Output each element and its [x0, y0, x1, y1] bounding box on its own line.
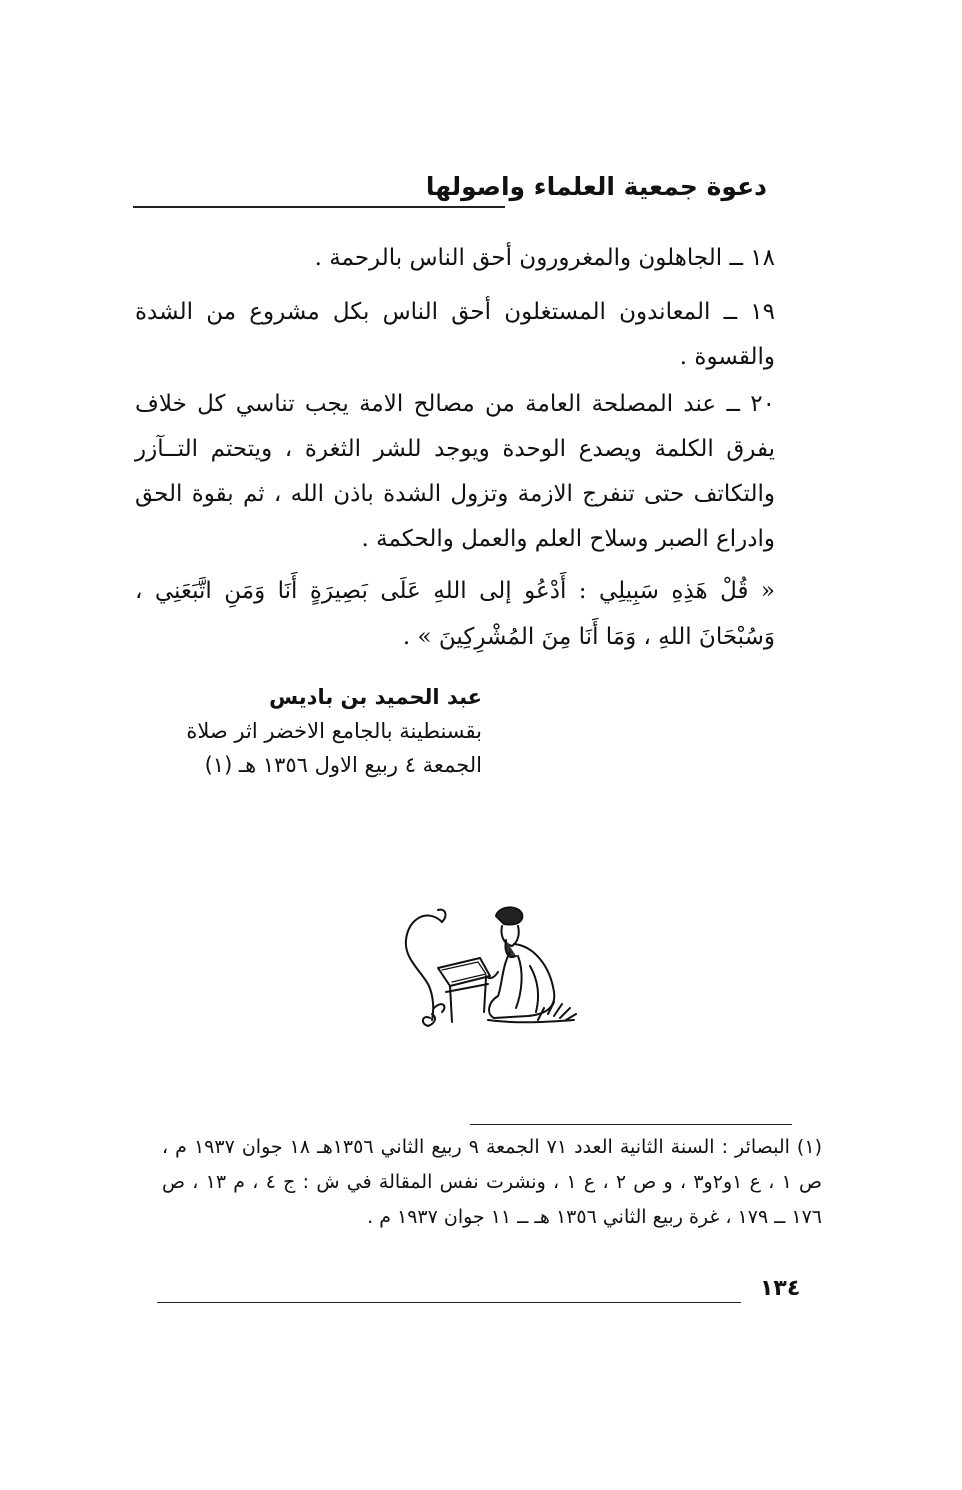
header-rule — [133, 206, 505, 208]
running-title: دعوة جمعية العلماء واصولها — [425, 172, 767, 201]
page-number: ١٣٤ — [760, 1276, 801, 1301]
author-name: عبد الحميد بن باديس — [269, 685, 482, 709]
footnote-rule — [470, 1124, 792, 1125]
signature-block — [122, 680, 482, 782]
paragraph-item-19: ١٩ ــ المعاندون المستغلون أحق الناس بكل مشروع من الشدة والقسوة . — [135, 299, 775, 370]
quranic-quote: « قُلْ هَذِهِ سَبِيلِي : أَدْعُو إلى اللهِ عَلَى بَصِيرَةٍ أَنَا وَمَنِ اتَّبَعَنِي ، وَسُبْحَانَ اللهِ ، وَمَا أَنَا مِنَ المُشْرِكِينَ » . — [135, 578, 775, 650]
signature-place: بقسنطينة بالجامع الاخضر اثر صلاة — [186, 719, 482, 743]
footnote: (١) البصائر : السنة الثانية العدد ٧١ الجمعة ٩ ربيع الثاني ١٣٥٦هـ ١٨ جوان ١٩٣٧ م ، ص ١ ، ع ١و٢و٣ ، و ص ٢ ، ع ١ ، ونشرت نفس المقالة في ش : ج ٤ ، م ١٣ ، ص ١٧٦ ــ ١٧٩ ، غرة ربيع الثاني ١٣٥٦ هـ ــ ١١ جوان ١٩٣٧ م . — [162, 1136, 823, 1228]
scholar-reading-icon — [398, 896, 580, 1036]
paragraph-item-18: ١٨ ــ الجاهلون والمغرورون أحق الناس بالرحمة . — [314, 245, 775, 271]
signature-date: الجمعة ٤ ربيع الاول ١٣٥٦ هـ (١) — [204, 753, 482, 777]
footer-rule — [157, 1302, 741, 1303]
paragraph-item-20: ٢٠ ــ عند المصلحة العامة من مصالح الامة يجب تناسي كل خلاف يفرق الكلمة ويصدع الوحدة ويوجد للشر الثغرة ، ويتحتم التــآزر والتكاتف حتى تنفرج الازمة وتزول الشدة باذن الله ، ثم بقوة الحق وادراع الصبر وسلاح العلم والعمل والحكمة . — [135, 391, 775, 552]
